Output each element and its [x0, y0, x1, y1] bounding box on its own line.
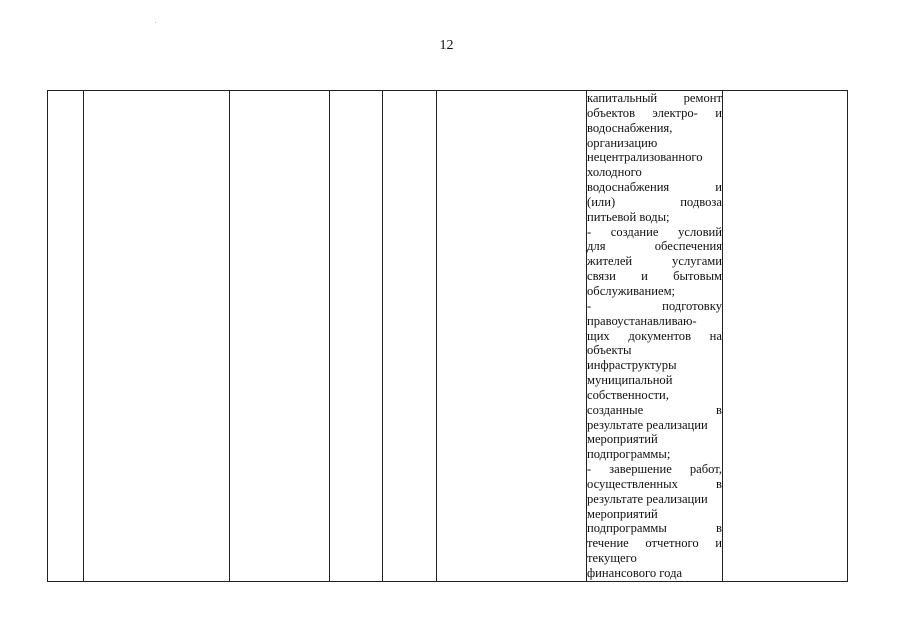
table-cell-2	[84, 91, 230, 582]
text-line: - завершение работ,	[587, 462, 722, 477]
text-line: водоснабжения,	[587, 120, 673, 135]
text-line: инфраструктуры	[587, 358, 677, 373]
table-cell-8	[723, 91, 848, 582]
text-line: питьевой воды;	[587, 209, 670, 224]
text-line: холодного	[587, 165, 642, 180]
text-line: подпрограммы в	[587, 521, 722, 536]
text-line: нецентрализованного	[587, 150, 703, 165]
text-line: муниципальной	[587, 373, 673, 388]
text-line: капитальный ремонт	[587, 91, 722, 105]
table-row	[48, 91, 848, 582]
text-line: осуществленных в	[587, 476, 722, 491]
table-cell-4	[330, 91, 383, 582]
text-line: водоснабжения и	[587, 180, 722, 195]
text-line: текущего	[587, 551, 637, 566]
table-cell-description	[587, 91, 723, 582]
table-cell-3	[230, 91, 330, 582]
text-line: жителей услугами	[587, 254, 722, 269]
text-line: финансового года	[587, 566, 683, 580]
text-line: подпрограммы;	[587, 447, 671, 462]
text-line: объектов электро- и	[587, 105, 722, 120]
text-line: мероприятий	[587, 506, 658, 521]
table-cell-1	[48, 91, 84, 582]
text-line: организацию	[587, 135, 658, 150]
text-line: течение отчетного и	[587, 536, 722, 551]
text-line: созданные в	[587, 402, 722, 417]
text-line: объекты	[587, 343, 632, 358]
text-line: результате реализации	[587, 491, 708, 506]
text-line: для обеспечения	[587, 239, 722, 254]
page-number: 12	[439, 38, 454, 53]
text-line: мероприятий	[587, 432, 658, 447]
text-line: правоустанавливаю-	[587, 313, 697, 328]
text-line: обслуживанием;	[587, 283, 676, 298]
table-cell-5	[383, 91, 437, 582]
text-line: результате реализации	[587, 417, 708, 432]
text-line: собственности,	[587, 387, 669, 402]
document-table	[47, 90, 848, 582]
scan-speck	[155, 22, 156, 23]
text-line: - создание условий	[587, 224, 722, 239]
text-line: щих документов на	[587, 328, 722, 343]
text-line: (или) подвоза	[587, 194, 722, 209]
text-line: - подготовку	[587, 298, 722, 313]
text-line: связи и бытовым	[587, 269, 722, 284]
table-cell-6	[437, 91, 587, 582]
